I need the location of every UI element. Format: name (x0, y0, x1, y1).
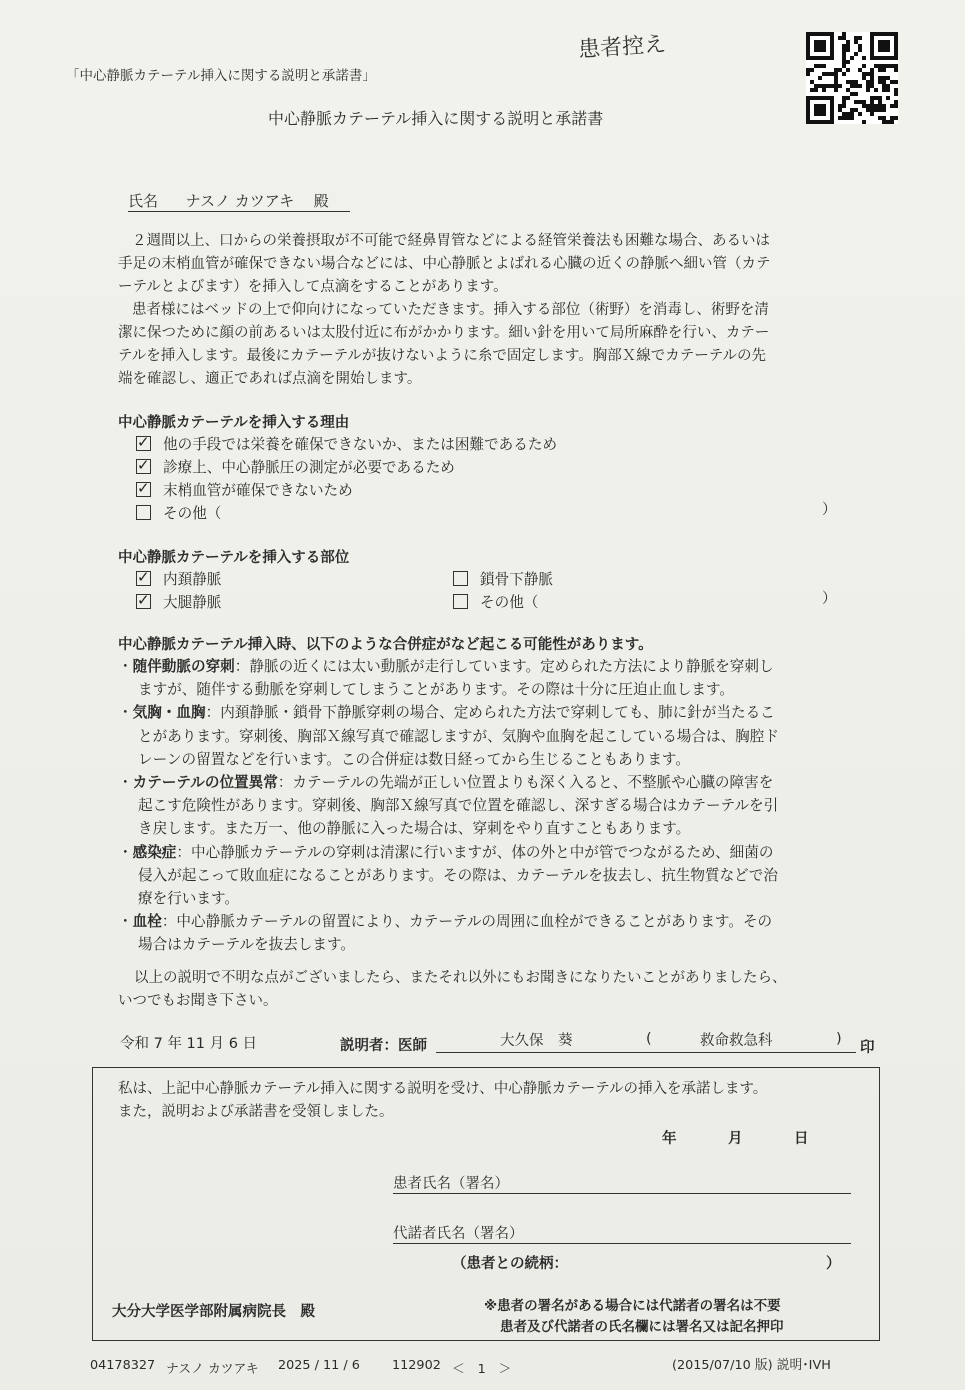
checkbox-checked-icon[interactable] (136, 571, 151, 586)
consent-note-1: ※患者の署名がある場合には代諾者の署名は不要 (484, 1298, 781, 1314)
complication-item: ・カテーテルの位置異常：カテーテルの先端が正しい位置よりも深く入ると、不整脈や心臓の障害を 起こす危険性があります。穿刺後、胸部Ｘ線写真で位置を確認し、深すぎる場合はカテーテルを引 き戻します。また万一、他の静脈に入った場合は、穿刺をやり直すこともあります。 (118, 774, 779, 838)
consent-month: 月 (728, 1131, 743, 1147)
checkbox-empty-icon[interactable] (453, 571, 468, 586)
patient-signature-label: 患者氏名（署名） (393, 1176, 509, 1192)
reason-label: 診療上、中心静脈圧の測定が必要であるため (163, 459, 455, 476)
reason-item-peripheral[interactable] (136, 479, 353, 500)
reason-label: 他の手段では栄養を確保できないか、または困難であるため (163, 436, 558, 453)
checkbox-empty-icon[interactable] (136, 505, 151, 520)
consent-day: 日 (794, 1131, 809, 1147)
complication-item: ・随伴動脈の穿刺：静脈の近くには太い動脈が走行しています。定められた方法により静脈を穿刺し ますが、随伴する動脈を穿刺してしまうことがあります。その際は十分に圧迫止血します。 (118, 658, 774, 699)
explainer-underline (436, 1052, 856, 1053)
explainer-doctor: 大久保 葵 (500, 1033, 573, 1049)
seal-mark: 印 (860, 1040, 875, 1056)
reasons-heading: 中心静脈カテーテルを挿入する理由 (118, 415, 350, 431)
proxy-signature-label: 代諾者氏名（署名） (393, 1226, 524, 1242)
explainer-label: 説明者：医師 (340, 1038, 427, 1054)
site-label: その他（ (480, 594, 539, 611)
consent-year: 年 (662, 1131, 677, 1147)
qr-code-icon (806, 32, 898, 124)
patient-name-label: 氏名 (128, 192, 159, 210)
reason-label: 末梢血管が確保できないため (163, 482, 353, 499)
checkbox-empty-icon[interactable] (453, 594, 468, 609)
footer-name: ナスノ カツアキ (166, 1362, 259, 1377)
checkbox-checked-icon[interactable] (136, 459, 151, 474)
complications-heading: 中心静脈カテーテル挿入時、以下のような合併症がなど起こる可能性があります。 (118, 637, 653, 653)
intro-line-5: 潔に保つために顔の前あるいは太股付近に布がかかります。細い針を用いて局所麻酔を行い、カテー (118, 325, 770, 341)
relation-label: （患者との続柄： (452, 1256, 568, 1272)
explain-date: 令和 7 年 11 月 6 日 (120, 1036, 258, 1052)
complication-item: ・血栓：中心静脈カテーテルの留置により、カテーテルの周囲に血栓ができることがあります。その 場合はカテーテルを抜去します。 (118, 913, 773, 954)
site-item-subclavian[interactable] (453, 568, 553, 589)
intro-line-2: 手足の末梢血管が確保できない場合などには、中心静脈とよばれる心臓の近くの静脈へ細い管（カテ (118, 256, 771, 272)
intro-line-4: 患者様にはベッドの上で仰向けになっていただきます。挿入する部位（術野）を消毒し、術野を清 (132, 302, 769, 318)
site-item-ijv[interactable] (136, 568, 221, 589)
site-item-femoral[interactable] (136, 591, 221, 612)
complications-list (118, 655, 848, 957)
checkbox-checked-icon[interactable] (136, 436, 151, 451)
site-item-other[interactable] (453, 591, 538, 612)
patient-name-underline (128, 211, 350, 212)
intro-line-7: 端を確認し、適正であれば点滴を開始します。 (118, 371, 422, 387)
closing-line-2: いつでもお聞き下さい。 (118, 993, 278, 1009)
reason-other-close: ） (822, 502, 837, 518)
complication-item: ・気胸・血胸：内頚静脈・鎖骨下静脈穿刺の場合、定められた方法で穿刺しても、肺に針が当たるこ とがあります。穿刺後、胸部Ｘ線写真で確認しますが、気胸や血胸を起こしている場合は、胸腔ド レーンの留置などを行います。この合併症は数日経ってから生じることもあります。 (118, 704, 779, 768)
footer-date: 2025 / 11 / 6 (278, 1358, 360, 1373)
explainer-department: 救命救急科 (700, 1033, 773, 1049)
consent-note-2: 患者及び代諾者の氏名欄には署名又は記名押印 (500, 1319, 784, 1335)
footer-code: 112902 (392, 1358, 441, 1373)
relation-close: ） (826, 1256, 841, 1272)
explainer-open-paren: ( (646, 1031, 652, 1047)
checkbox-checked-icon[interactable] (136, 482, 151, 497)
intro-line-1: ２週間以上、口からの栄養摂取が不可能で経鼻胃管などによる経管栄養法も困難な場合、あるいは (132, 233, 770, 249)
proxy-signature-line[interactable] (393, 1243, 851, 1244)
site-other-close: ） (822, 591, 837, 607)
footer-id: 04178327 (90, 1358, 156, 1373)
complication-item: ・感染症：中心静脈カテーテルの穿刺は清潔に行いますが、体の外と中が管でつながるため、細菌の 侵入が起こって敗血症になることがあります。その際は、カテーテルを抜去し、抗生物質などで治 療を行います。 (118, 843, 778, 908)
document-title: 中心静脈カテーテル挿入に関する説明と承諾書 (268, 109, 604, 128)
addressee: 大分大学医学部附属病院長 殿 (112, 1304, 315, 1320)
sites-heading: 中心静脈カテーテルを挿入する部位 (118, 550, 350, 566)
patient-honorific: 殿 (313, 192, 329, 210)
patient-name: ナスノ カツアキ (185, 192, 295, 210)
patient-name-row (128, 190, 329, 211)
bracket-title: 「中心静脈カテーテル挿入に関する説明と承諾書」 (66, 68, 376, 84)
reason-label: その他（ (163, 505, 222, 522)
footer-version: (2015/07/10 版) 説明･IVH (672, 1358, 831, 1373)
site-label: 大腿静脈 (163, 594, 222, 611)
site-label: 鎖骨下静脈 (480, 571, 553, 588)
checkbox-checked-icon[interactable] (136, 594, 151, 609)
footer-page: ＜ 1 ＞ (452, 1362, 512, 1377)
intro-line-6: テルを挿入します。最後にカテーテルが抜けないように糸で固定します。胸部Ｘ線でカテーテルの先 (118, 348, 767, 364)
reason-item-nutrition[interactable] (136, 433, 557, 454)
reason-item-other[interactable] (136, 502, 221, 523)
consent-line-1: 私は、上記中心静脈カテーテル挿入に関する説明を受け、中心静脈カテーテルの挿入を承諾します。 (118, 1081, 768, 1097)
patient-signature-line[interactable] (393, 1193, 851, 1194)
explainer-close-paren: ) (836, 1031, 842, 1047)
intro-line-3: ーテルとよびます）を挿入して点滴をすることがあります。 (118, 279, 508, 295)
consent-line-2: また，説明および承諾書を受領しました。 (118, 1104, 394, 1120)
reason-item-cvp[interactable] (136, 456, 455, 477)
closing-line-1: 以上の説明で不明な点がございましたら、またそれ以外にもお聞きになりたいことがありましたら、 (134, 970, 787, 986)
site-label: 内頚静脈 (163, 571, 222, 588)
handwritten-note: 患者控え (577, 31, 667, 64)
